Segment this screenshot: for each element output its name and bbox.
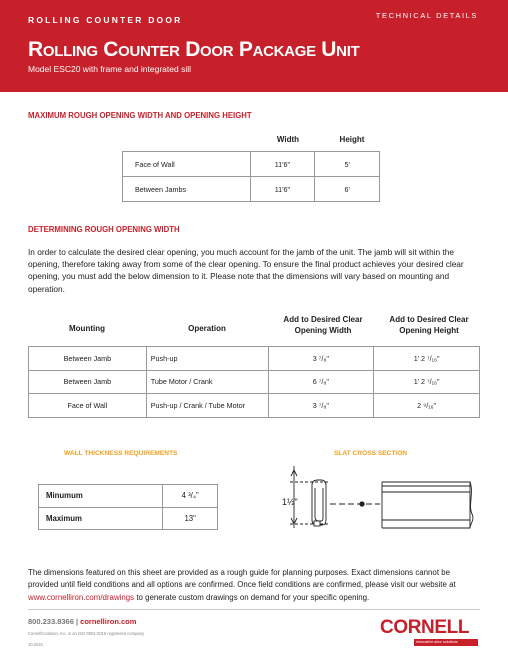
footer-contact	[28, 617, 136, 626]
flat-slat-outline	[382, 482, 470, 528]
phone-number: 800.233.8366	[28, 617, 74, 626]
col-header-operation: Operation	[188, 324, 226, 333]
add-height-cell: 2 ⁹/₁₆"	[374, 394, 480, 418]
slat-cross-section-title: SLAT CROSS SECTION	[334, 450, 408, 457]
wall-value: 13"	[163, 507, 218, 530]
table-row	[123, 152, 380, 177]
add-width-cell: 6 ⁷/₈"	[268, 370, 374, 394]
footnote-text-before: The dimensions featured on this sheet are provided as a rough guide for planning purposes. Exact dimensions cannot be provided until field conditions and all options are confirmed. Once field conditions are confirmed, please visit our website at	[28, 568, 456, 590]
slat-dimension-label: 1½"	[282, 497, 298, 507]
section-title-rough-opening: DETERMINING ROUGH OPENING WIDTH	[28, 225, 180, 234]
mounting-cell: Between Jamb	[29, 347, 147, 371]
cornell-logo	[380, 617, 478, 647]
contact-separator: |	[73, 617, 81, 626]
footnote-text-after: to generate custom drawings on demand for your specific opening.	[134, 592, 370, 602]
section-title-max-opening: MAXIMUM ROUGH OPENING WIDTH AND OPENING HEIGHT	[28, 111, 252, 120]
slat-cross-section-drawing	[270, 462, 480, 534]
row-label: Face of Wall	[123, 152, 251, 177]
wall-label: Minumum	[39, 485, 163, 508]
wall-value: 4 ³/₄"	[163, 485, 218, 508]
rough-opening-paragraph: In order to calculate the desired clear opening, you much account for the jamb of the unit. The jamb will sit within the opening, therefore taking away from some of the clear opening. To ensure the final product achieves your desired clear opening, you must add the below dimension to it. Please note that the dimensions will vary based on mounting and operation.	[28, 247, 464, 294]
slat-profile-outer	[312, 480, 326, 525]
mounting-cell: Between Jamb	[29, 370, 147, 394]
operation-cell: Push-up	[146, 347, 268, 371]
height-value: 5'	[315, 152, 380, 177]
mounting-cell: Face of Wall	[29, 394, 147, 418]
wall-label: Maximum	[39, 507, 163, 530]
height-value: 6'	[315, 177, 380, 202]
drawings-link[interactable]: www.cornelliron.com/drawings	[28, 592, 135, 602]
table-row	[29, 394, 480, 418]
col-header-add-width: Add to Desired Clear Opening Width	[283, 315, 363, 335]
operation-cell: Push-up / Crank / Tube Motor	[146, 394, 268, 418]
rough-opening-table	[28, 346, 480, 418]
document-code: 10.2021	[28, 642, 44, 647]
add-height-cell: 1' 2 ⁷/₁₆"	[374, 370, 480, 394]
header-kicker: ROLLING COUNTER DOOR	[28, 15, 183, 25]
iso-certification: CornellCookson, Inc. is an ISO 9001:2015 registered company	[28, 631, 145, 636]
operation-cell: Tube Motor / Crank	[146, 370, 268, 394]
website-link[interactable]: cornelliron.com	[80, 617, 137, 626]
slat-profile-inner	[315, 488, 323, 521]
center-dot	[360, 502, 364, 506]
table-row	[29, 347, 480, 371]
table-row	[29, 370, 480, 394]
header-banner	[0, 0, 508, 92]
logo-wordmark: CORNELL	[380, 617, 470, 638]
page-subtitle: Model ESC20 with frame and integrated sill	[28, 64, 191, 74]
table-row	[39, 507, 218, 530]
row-label: Between Jambs	[123, 177, 251, 202]
add-width-cell: 3 ⁷/₈"	[268, 347, 374, 371]
add-height-cell: 1' 2 ⁷/₁₆"	[374, 347, 480, 371]
disclaimer-footnote	[28, 567, 480, 604]
col-header-add-height: Add to Desired Clear Opening Height	[389, 315, 469, 335]
wall-thickness-title: WALL THICKNESS REQUIREMENTS	[64, 450, 178, 457]
technical-details-label: TECHNICAL DETAILS	[375, 11, 478, 20]
table-row	[39, 485, 218, 508]
col-header-width: Width	[276, 135, 300, 144]
logo-tagline: innovative door solutions	[416, 640, 458, 644]
table-row	[123, 177, 380, 202]
page-title: Rolling Counter Door Package Unit	[28, 38, 360, 61]
width-value: 11'6"	[250, 152, 315, 177]
width-value: 11'6"	[250, 177, 315, 202]
wall-thickness-table	[38, 484, 218, 530]
slat-end-square	[314, 521, 320, 526]
add-width-cell: 3 ⁷/₈"	[268, 394, 374, 418]
max-opening-table	[122, 151, 380, 202]
col-header-height: Height	[339, 135, 365, 144]
col-header-mounting: Mounting	[69, 324, 105, 333]
footer-divider	[28, 609, 480, 610]
